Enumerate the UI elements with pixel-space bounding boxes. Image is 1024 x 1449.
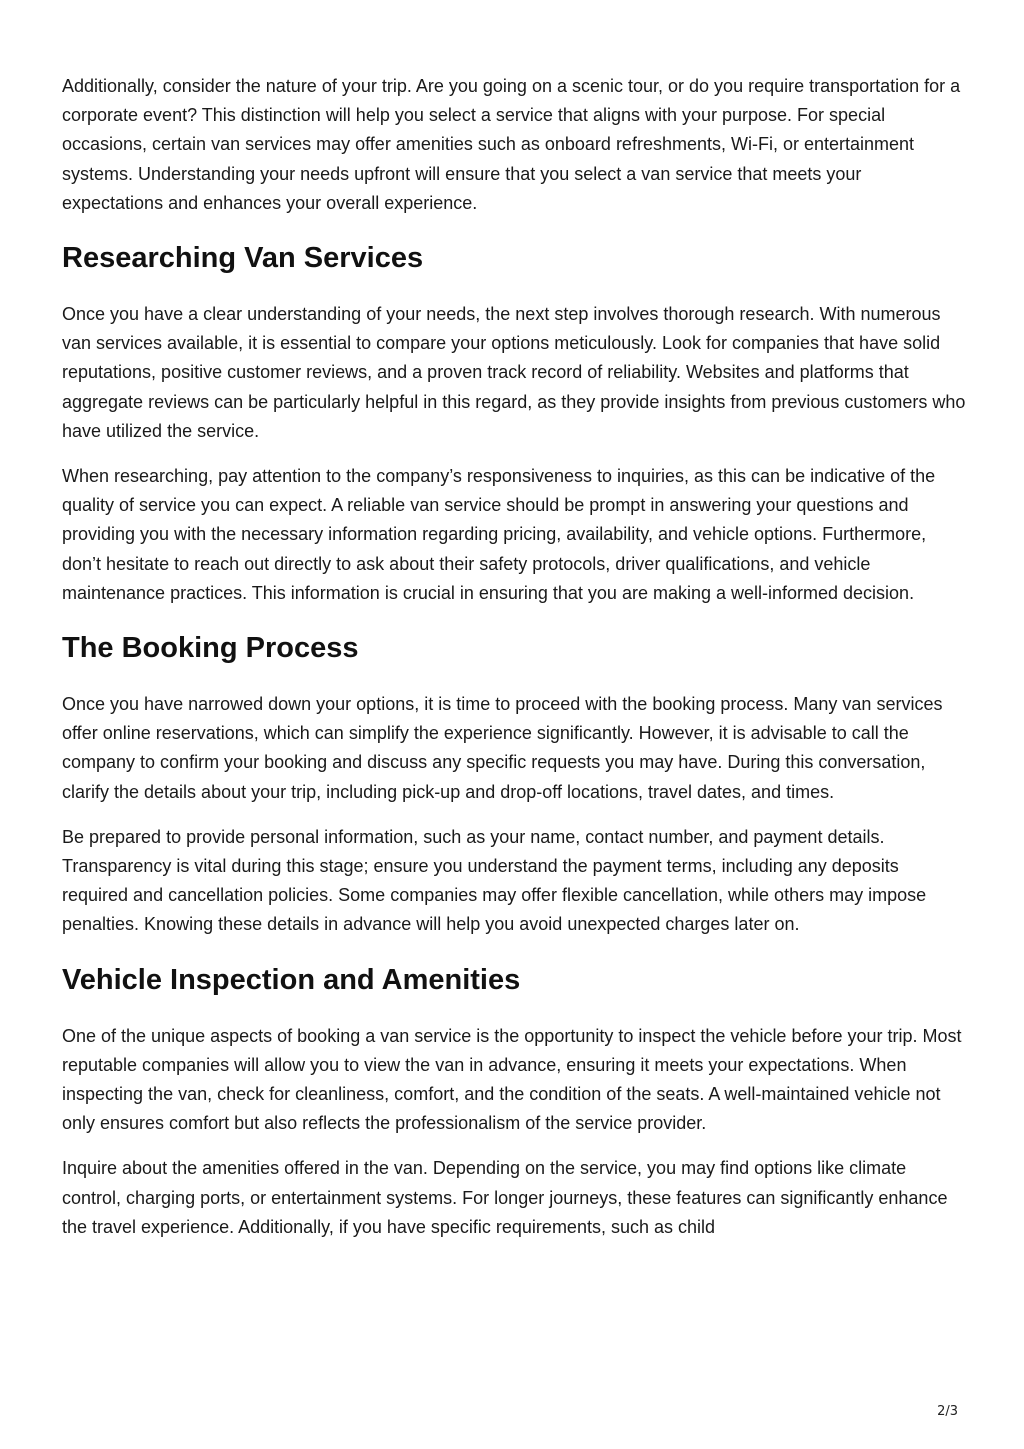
page-number: 2/3: [937, 1404, 958, 1419]
body-paragraph: Be prepared to provide personal information, such as your name, contact number, and payment details. Transparency is vital during this stage; ensure you understand the payment terms, including any deposits required and cancellation policies. Some companies may offer flexible cancellation, while others may impose penalties. Knowing these details in advance will help you avoid unexpected charges later on.: [62, 826, 927, 935]
section-booking-process: [62, 630, 967, 940]
body-paragraph: One of the unique aspects of booking a van service is the opportunity to inspect the vehicle before your trip. Most reputable companies will allow you to view the van in advance, ensuring it meets your expectations. When inspecting the van, check for cleanliness, comfort, and the condition of the seats. A well-maintained vehicle not only ensures comfort but also reflects the professionalism of the service provider.: [62, 1025, 962, 1134]
section-heading: Vehicle Inspection and Amenities: [62, 963, 521, 996]
section-researching-van-services: [62, 240, 967, 608]
body-paragraph: Inquire about the amenities offered in the van. Depending on the service, you may find options like climate control, charging ports, or entertainment systems. For longer journeys, these features can significantly enhance the travel experience. Additionally, if you have specific requirements, such as child: [62, 1158, 948, 1237]
body-paragraph: Once you have a clear understanding of your needs, the next step involves thorough research. With numerous van services available, it is essential to compare your options meticulously. Look for companies that have solid reputations, positive customer reviews, and a proven track record of reliability. Websites and platforms that aggregate reviews can be particularly helpful in this regard, as they provide insights from previous customers who have utilized the service.: [62, 304, 966, 441]
section-vehicle-inspection-amenities: [62, 962, 967, 1242]
body-paragraph: Once you have narrowed down your options, it is time to proceed with the booking process. Many van services offer online reservations, which can simplify the experience significantly. However, it is advisable to call the company to confirm your booking and discuss any specific requests you may have. During this conversation, clarify the details about your trip, including pick-up and drop-off locations, travel dates, and times.: [62, 694, 943, 802]
intro-paragraph: Additionally, consider the nature of your trip. Are you going on a scenic tour, or do you require transportation for a corporate event? This distinction will help you select a service that aligns with your purpose. For special occasions, certain van services may offer amenities such as onboard refreshments, Wi-Fi, or entertainment systems. Understanding your needs upfront will ensure that you select a van service that meets your expectations and enhances your overall experience.: [62, 76, 961, 213]
section-heading: Researching Van Services: [62, 242, 424, 275]
body-paragraph: When researching, pay attention to the company’s responsiveness to inquiries, as this can be indicative of the quality of service you can expect. A reliable van service should be prompt in answering your questions and providing you with the necessary information regarding pricing, availability, and vehicle options. Furthermore, don’t hesitate to reach out directly to ask about their safety protocols, driver qualifications, and vehicle maintenance practices. This information is crucial in ensuring that you are making a well-informed decision.: [62, 466, 936, 603]
section-heading: The Booking Process: [62, 632, 359, 665]
document-page: [62, 72, 967, 1258]
